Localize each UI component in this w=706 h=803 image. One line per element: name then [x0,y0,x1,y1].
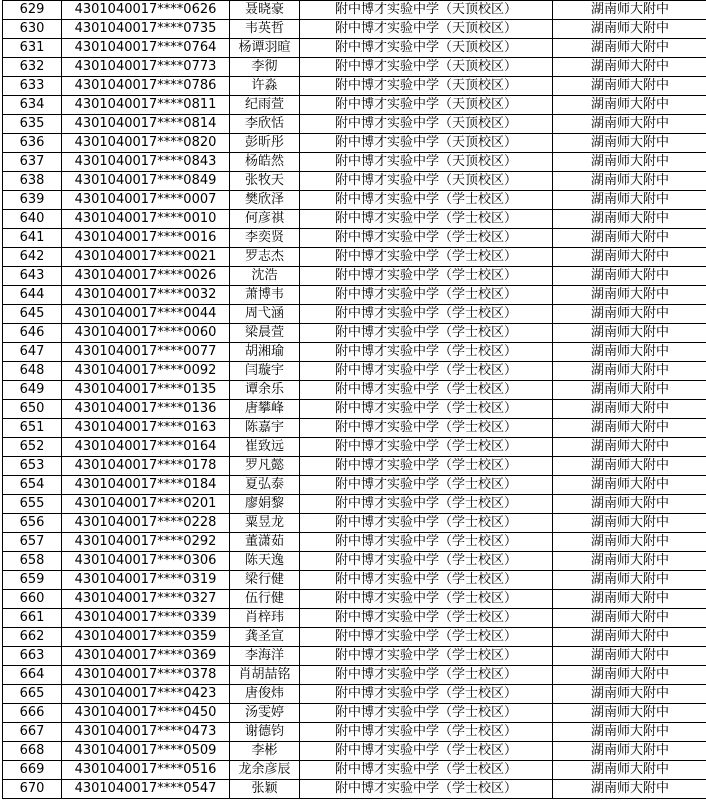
school-cell: 附中博才实验中学（学士校区） [300,704,553,723]
exam-id-cell: 4301040017****0547 [62,780,230,799]
row-number-cell: 629 [3,1,62,20]
table-row [3,400,706,419]
admitted-school-cell: 湖南师大附中 [553,77,706,96]
exam-id-cell: 4301040017****0509 [62,742,230,761]
exam-id-cell: 4301040017****0369 [62,647,230,666]
student-name-cell: 李欣恬 [230,115,300,134]
admitted-school-cell: 湖南师大附中 [553,210,706,229]
row-number-cell: 641 [3,229,62,248]
row-number-cell: 631 [3,39,62,58]
admitted-school-cell: 湖南师大附中 [553,343,706,362]
table-row [3,571,706,590]
row-number-cell: 658 [3,552,62,571]
school-cell: 附中博才实验中学（天顶校区） [300,96,553,115]
admitted-school-cell: 湖南师大附中 [553,742,706,761]
student-name-cell: 龙余彦辰 [230,761,300,780]
school-cell: 附中博才实验中学（学士校区） [300,666,553,685]
school-cell: 附中博才实验中学（学士校区） [300,590,553,609]
exam-id-cell: 4301040017****0473 [62,723,230,742]
student-name-cell: 唐俊炜 [230,685,300,704]
student-name-cell: 韦英哲 [230,20,300,39]
student-name-cell: 董潇茹 [230,533,300,552]
admitted-school-cell: 湖南师大附中 [553,552,706,571]
table-row [3,324,706,343]
exam-id-cell: 4301040017****0228 [62,514,230,533]
admission-roster-table [2,0,706,799]
table-row [3,647,706,666]
school-cell: 附中博才实验中学（天顶校区） [300,58,553,77]
admitted-school-cell: 湖南师大附中 [553,362,706,381]
exam-id-cell: 4301040017****0764 [62,39,230,58]
row-number-cell: 659 [3,571,62,590]
school-cell: 附中博才实验中学（学士校区） [300,780,553,799]
admitted-school-cell: 湖南师大附中 [553,419,706,438]
table-row [3,457,706,476]
student-name-cell: 何彦祺 [230,210,300,229]
admitted-school-cell: 湖南师大附中 [553,571,706,590]
school-cell: 附中博才实验中学（学士校区） [300,229,553,248]
admitted-school-cell: 湖南师大附中 [553,457,706,476]
table-row [3,761,706,780]
exam-id-cell: 4301040017****0178 [62,457,230,476]
row-number-cell: 654 [3,476,62,495]
exam-id-cell: 4301040017****0450 [62,704,230,723]
admitted-school-cell: 湖南师大附中 [553,381,706,400]
row-number-cell: 639 [3,191,62,210]
admitted-school-cell: 湖南师大附中 [553,761,706,780]
student-name-cell: 沈浩 [230,267,300,286]
table-row [3,77,706,96]
table-row [3,58,706,77]
table-row [3,704,706,723]
school-cell: 附中博才实验中学（学士校区） [300,286,553,305]
exam-id-cell: 4301040017****0163 [62,419,230,438]
school-cell: 附中博才实验中学（学士校区） [300,742,553,761]
school-cell: 附中博才实验中学（学士校区） [300,571,553,590]
row-number-cell: 655 [3,495,62,514]
row-number-cell: 647 [3,343,62,362]
row-number-cell: 646 [3,324,62,343]
school-cell: 附中博才实验中学（学士校区） [300,609,553,628]
school-cell: 附中博才实验中学（天顶校区） [300,20,553,39]
school-cell: 附中博才实验中学（学士校区） [300,191,553,210]
exam-id-cell: 4301040017****0843 [62,153,230,172]
table-row [3,685,706,704]
admitted-school-cell: 湖南师大附中 [553,248,706,267]
row-number-cell: 657 [3,533,62,552]
row-number-cell: 664 [3,666,62,685]
admitted-school-cell: 湖南师大附中 [553,609,706,628]
school-cell: 附中博才实验中学（学士校区） [300,419,553,438]
table-row [3,723,706,742]
table-row [3,362,706,381]
student-name-cell: 许淼 [230,77,300,96]
table-row [3,39,706,58]
exam-id-cell: 4301040017****0184 [62,476,230,495]
exam-id-cell: 4301040017****0327 [62,590,230,609]
table-row [3,134,706,153]
student-name-cell: 梁行健 [230,571,300,590]
table-row [3,210,706,229]
row-number-cell: 668 [3,742,62,761]
admitted-school-cell: 湖南师大附中 [553,400,706,419]
admitted-school-cell: 湖南师大附中 [553,723,706,742]
exam-id-cell: 4301040017****0378 [62,666,230,685]
table-row [3,1,706,20]
table-row [3,742,706,761]
admitted-school-cell: 湖南师大附中 [553,1,706,20]
exam-id-cell: 4301040017****0773 [62,58,230,77]
table-row [3,780,706,799]
school-cell: 附中博才实验中学（天顶校区） [300,172,553,191]
school-cell: 附中博才实验中学（学士校区） [300,476,553,495]
exam-id-cell: 4301040017****0820 [62,134,230,153]
row-number-cell: 636 [3,134,62,153]
exam-id-cell: 4301040017****0010 [62,210,230,229]
table-row [3,514,706,533]
row-number-cell: 643 [3,267,62,286]
row-number-cell: 662 [3,628,62,647]
exam-id-cell: 4301040017****0016 [62,229,230,248]
student-name-cell: 唐攀峰 [230,400,300,419]
exam-id-cell: 4301040017****0026 [62,267,230,286]
school-cell: 附中博才实验中学（学士校区） [300,495,553,514]
school-cell: 附中博才实验中学（学士校区） [300,533,553,552]
admitted-school-cell: 湖南师大附中 [553,191,706,210]
school-cell: 附中博才实验中学（学士校区） [300,628,553,647]
school-cell: 附中博才实验中学（天顶校区） [300,134,553,153]
exam-id-cell: 4301040017****0136 [62,400,230,419]
school-cell: 附中博才实验中学（天顶校区） [300,1,553,20]
row-number-cell: 632 [3,58,62,77]
exam-id-cell: 4301040017****0339 [62,609,230,628]
admitted-school-cell: 湖南师大附中 [553,780,706,799]
exam-id-cell: 4301040017****0306 [62,552,230,571]
exam-id-cell: 4301040017****0164 [62,438,230,457]
table-row [3,305,706,324]
table-row [3,96,706,115]
exam-id-cell: 4301040017****0032 [62,286,230,305]
student-name-cell: 罗凡懿 [230,457,300,476]
student-name-cell: 纪雨萱 [230,96,300,115]
student-name-cell: 罗志杰 [230,248,300,267]
admitted-school-cell: 湖南师大附中 [553,286,706,305]
school-cell: 附中博才实验中学（学士校区） [300,210,553,229]
student-name-cell: 谢德钧 [230,723,300,742]
row-number-cell: 640 [3,210,62,229]
student-name-cell: 李海洋 [230,647,300,666]
row-number-cell: 642 [3,248,62,267]
school-cell: 附中博才实验中学（天顶校区） [300,39,553,58]
table-row [3,172,706,191]
student-name-cell: 廖娟黎 [230,495,300,514]
admitted-school-cell: 湖南师大附中 [553,590,706,609]
admitted-school-cell: 湖南师大附中 [553,96,706,115]
table-row [3,419,706,438]
table-row [3,381,706,400]
row-number-cell: 633 [3,77,62,96]
table-row [3,191,706,210]
row-number-cell: 651 [3,419,62,438]
row-number-cell: 635 [3,115,62,134]
row-number-cell: 634 [3,96,62,115]
table-row [3,590,706,609]
row-number-cell: 649 [3,381,62,400]
exam-id-cell: 4301040017****0735 [62,20,230,39]
exam-id-cell: 4301040017****0849 [62,172,230,191]
row-number-cell: 665 [3,685,62,704]
row-number-cell: 669 [3,761,62,780]
row-number-cell: 656 [3,514,62,533]
student-name-cell: 陈天逸 [230,552,300,571]
exam-id-cell: 4301040017****0135 [62,381,230,400]
admitted-school-cell: 湖南师大附中 [553,134,706,153]
student-name-cell: 闫璇宇 [230,362,300,381]
exam-id-cell: 4301040017****0292 [62,533,230,552]
exam-id-cell: 4301040017****0021 [62,248,230,267]
exam-id-cell: 4301040017****0092 [62,362,230,381]
exam-id-cell: 4301040017****0786 [62,77,230,96]
table-row [3,552,706,571]
student-name-cell: 周弋涵 [230,305,300,324]
student-name-cell: 李彻 [230,58,300,77]
school-cell: 附中博才实验中学（学士校区） [300,552,553,571]
admitted-school-cell: 湖南师大附中 [553,58,706,77]
school-cell: 附中博才实验中学（学士校区） [300,267,553,286]
table-row [3,628,706,647]
row-number-cell: 648 [3,362,62,381]
row-number-cell: 644 [3,286,62,305]
exam-id-cell: 4301040017****0077 [62,343,230,362]
row-number-cell: 645 [3,305,62,324]
student-name-cell: 伍行健 [230,590,300,609]
row-number-cell: 638 [3,172,62,191]
exam-id-cell: 4301040017****0007 [62,191,230,210]
exam-id-cell: 4301040017****0814 [62,115,230,134]
student-name-cell: 杨谭羽暄 [230,39,300,58]
school-cell: 附中博才实验中学（学士校区） [300,324,553,343]
student-name-cell: 龚圣宣 [230,628,300,647]
exam-id-cell: 4301040017****0201 [62,495,230,514]
admitted-school-cell: 湖南师大附中 [553,533,706,552]
admitted-school-cell: 湖南师大附中 [553,495,706,514]
student-name-cell: 樊欣泽 [230,191,300,210]
student-name-cell: 李彬 [230,742,300,761]
table-row [3,248,706,267]
table-row [3,20,706,39]
table-row [3,343,706,362]
school-cell: 附中博才实验中学（学士校区） [300,305,553,324]
admitted-school-cell: 湖南师大附中 [553,324,706,343]
admitted-school-cell: 湖南师大附中 [553,514,706,533]
admitted-school-cell: 湖南师大附中 [553,685,706,704]
admitted-school-cell: 湖南师大附中 [553,305,706,324]
admitted-school-cell: 湖南师大附中 [553,267,706,286]
school-cell: 附中博才实验中学（天顶校区） [300,153,553,172]
table-row [3,286,706,305]
school-cell: 附中博才实验中学（学士校区） [300,343,553,362]
roster-body [3,1,706,799]
student-name-cell: 杨皓然 [230,153,300,172]
student-name-cell: 陈嘉宇 [230,419,300,438]
row-number-cell: 660 [3,590,62,609]
student-name-cell: 李奕贤 [230,229,300,248]
row-number-cell: 663 [3,647,62,666]
exam-id-cell: 4301040017****0811 [62,96,230,115]
table-row [3,666,706,685]
exam-id-cell: 4301040017****0319 [62,571,230,590]
exam-id-cell: 4301040017****0044 [62,305,230,324]
row-number-cell: 650 [3,400,62,419]
school-cell: 附中博才实验中学（学士校区） [300,514,553,533]
exam-id-cell: 4301040017****0516 [62,761,230,780]
table-row [3,229,706,248]
school-cell: 附中博才实验中学（学士校区） [300,381,553,400]
admitted-school-cell: 湖南师大附中 [553,39,706,58]
row-number-cell: 670 [3,780,62,799]
student-name-cell: 夏弘泰 [230,476,300,495]
exam-id-cell: 4301040017****0626 [62,1,230,20]
student-name-cell: 聂晓豪 [230,1,300,20]
table-row [3,609,706,628]
table-row [3,533,706,552]
student-name-cell: 萧博韦 [230,286,300,305]
row-number-cell: 666 [3,704,62,723]
school-cell: 附中博才实验中学（学士校区） [300,400,553,419]
school-cell: 附中博才实验中学（学士校区） [300,761,553,780]
admitted-school-cell: 湖南师大附中 [553,20,706,39]
admitted-school-cell: 湖南师大附中 [553,476,706,495]
row-number-cell: 653 [3,457,62,476]
school-cell: 附中博才实验中学（学士校区） [300,647,553,666]
student-name-cell: 肖胡喆铭 [230,666,300,685]
student-name-cell: 粟昱龙 [230,514,300,533]
student-name-cell: 胡湘瑜 [230,343,300,362]
admitted-school-cell: 湖南师大附中 [553,704,706,723]
table-row [3,267,706,286]
student-name-cell: 彭昕彤 [230,134,300,153]
student-name-cell: 梁晨萱 [230,324,300,343]
school-cell: 附中博才实验中学（学士校区） [300,248,553,267]
school-cell: 附中博才实验中学（天顶校区） [300,77,553,96]
school-cell: 附中博才实验中学（学士校区） [300,685,553,704]
admitted-school-cell: 湖南师大附中 [553,628,706,647]
exam-id-cell: 4301040017****0359 [62,628,230,647]
student-name-cell: 谭余乐 [230,381,300,400]
school-cell: 附中博才实验中学（学士校区） [300,457,553,476]
school-cell: 附中博才实验中学（天顶校区） [300,115,553,134]
admitted-school-cell: 湖南师大附中 [553,115,706,134]
row-number-cell: 630 [3,20,62,39]
table-row [3,476,706,495]
table-row [3,495,706,514]
student-name-cell: 张颖 [230,780,300,799]
admitted-school-cell: 湖南师大附中 [553,647,706,666]
row-number-cell: 637 [3,153,62,172]
school-cell: 附中博才实验中学（学士校区） [300,723,553,742]
exam-id-cell: 4301040017****0060 [62,324,230,343]
table-row [3,438,706,457]
student-name-cell: 张牧天 [230,172,300,191]
admitted-school-cell: 湖南师大附中 [553,438,706,457]
table-row [3,153,706,172]
student-name-cell: 崔致远 [230,438,300,457]
admitted-school-cell: 湖南师大附中 [553,153,706,172]
exam-id-cell: 4301040017****0423 [62,685,230,704]
admitted-school-cell: 湖南师大附中 [553,172,706,191]
student-name-cell: 肖梓玮 [230,609,300,628]
student-name-cell: 汤雯婷 [230,704,300,723]
row-number-cell: 652 [3,438,62,457]
school-cell: 附中博才实验中学（学士校区） [300,362,553,381]
table-row [3,115,706,134]
row-number-cell: 667 [3,723,62,742]
row-number-cell: 661 [3,609,62,628]
school-cell: 附中博才实验中学（学士校区） [300,438,553,457]
admitted-school-cell: 湖南师大附中 [553,666,706,685]
admitted-school-cell: 湖南师大附中 [553,229,706,248]
